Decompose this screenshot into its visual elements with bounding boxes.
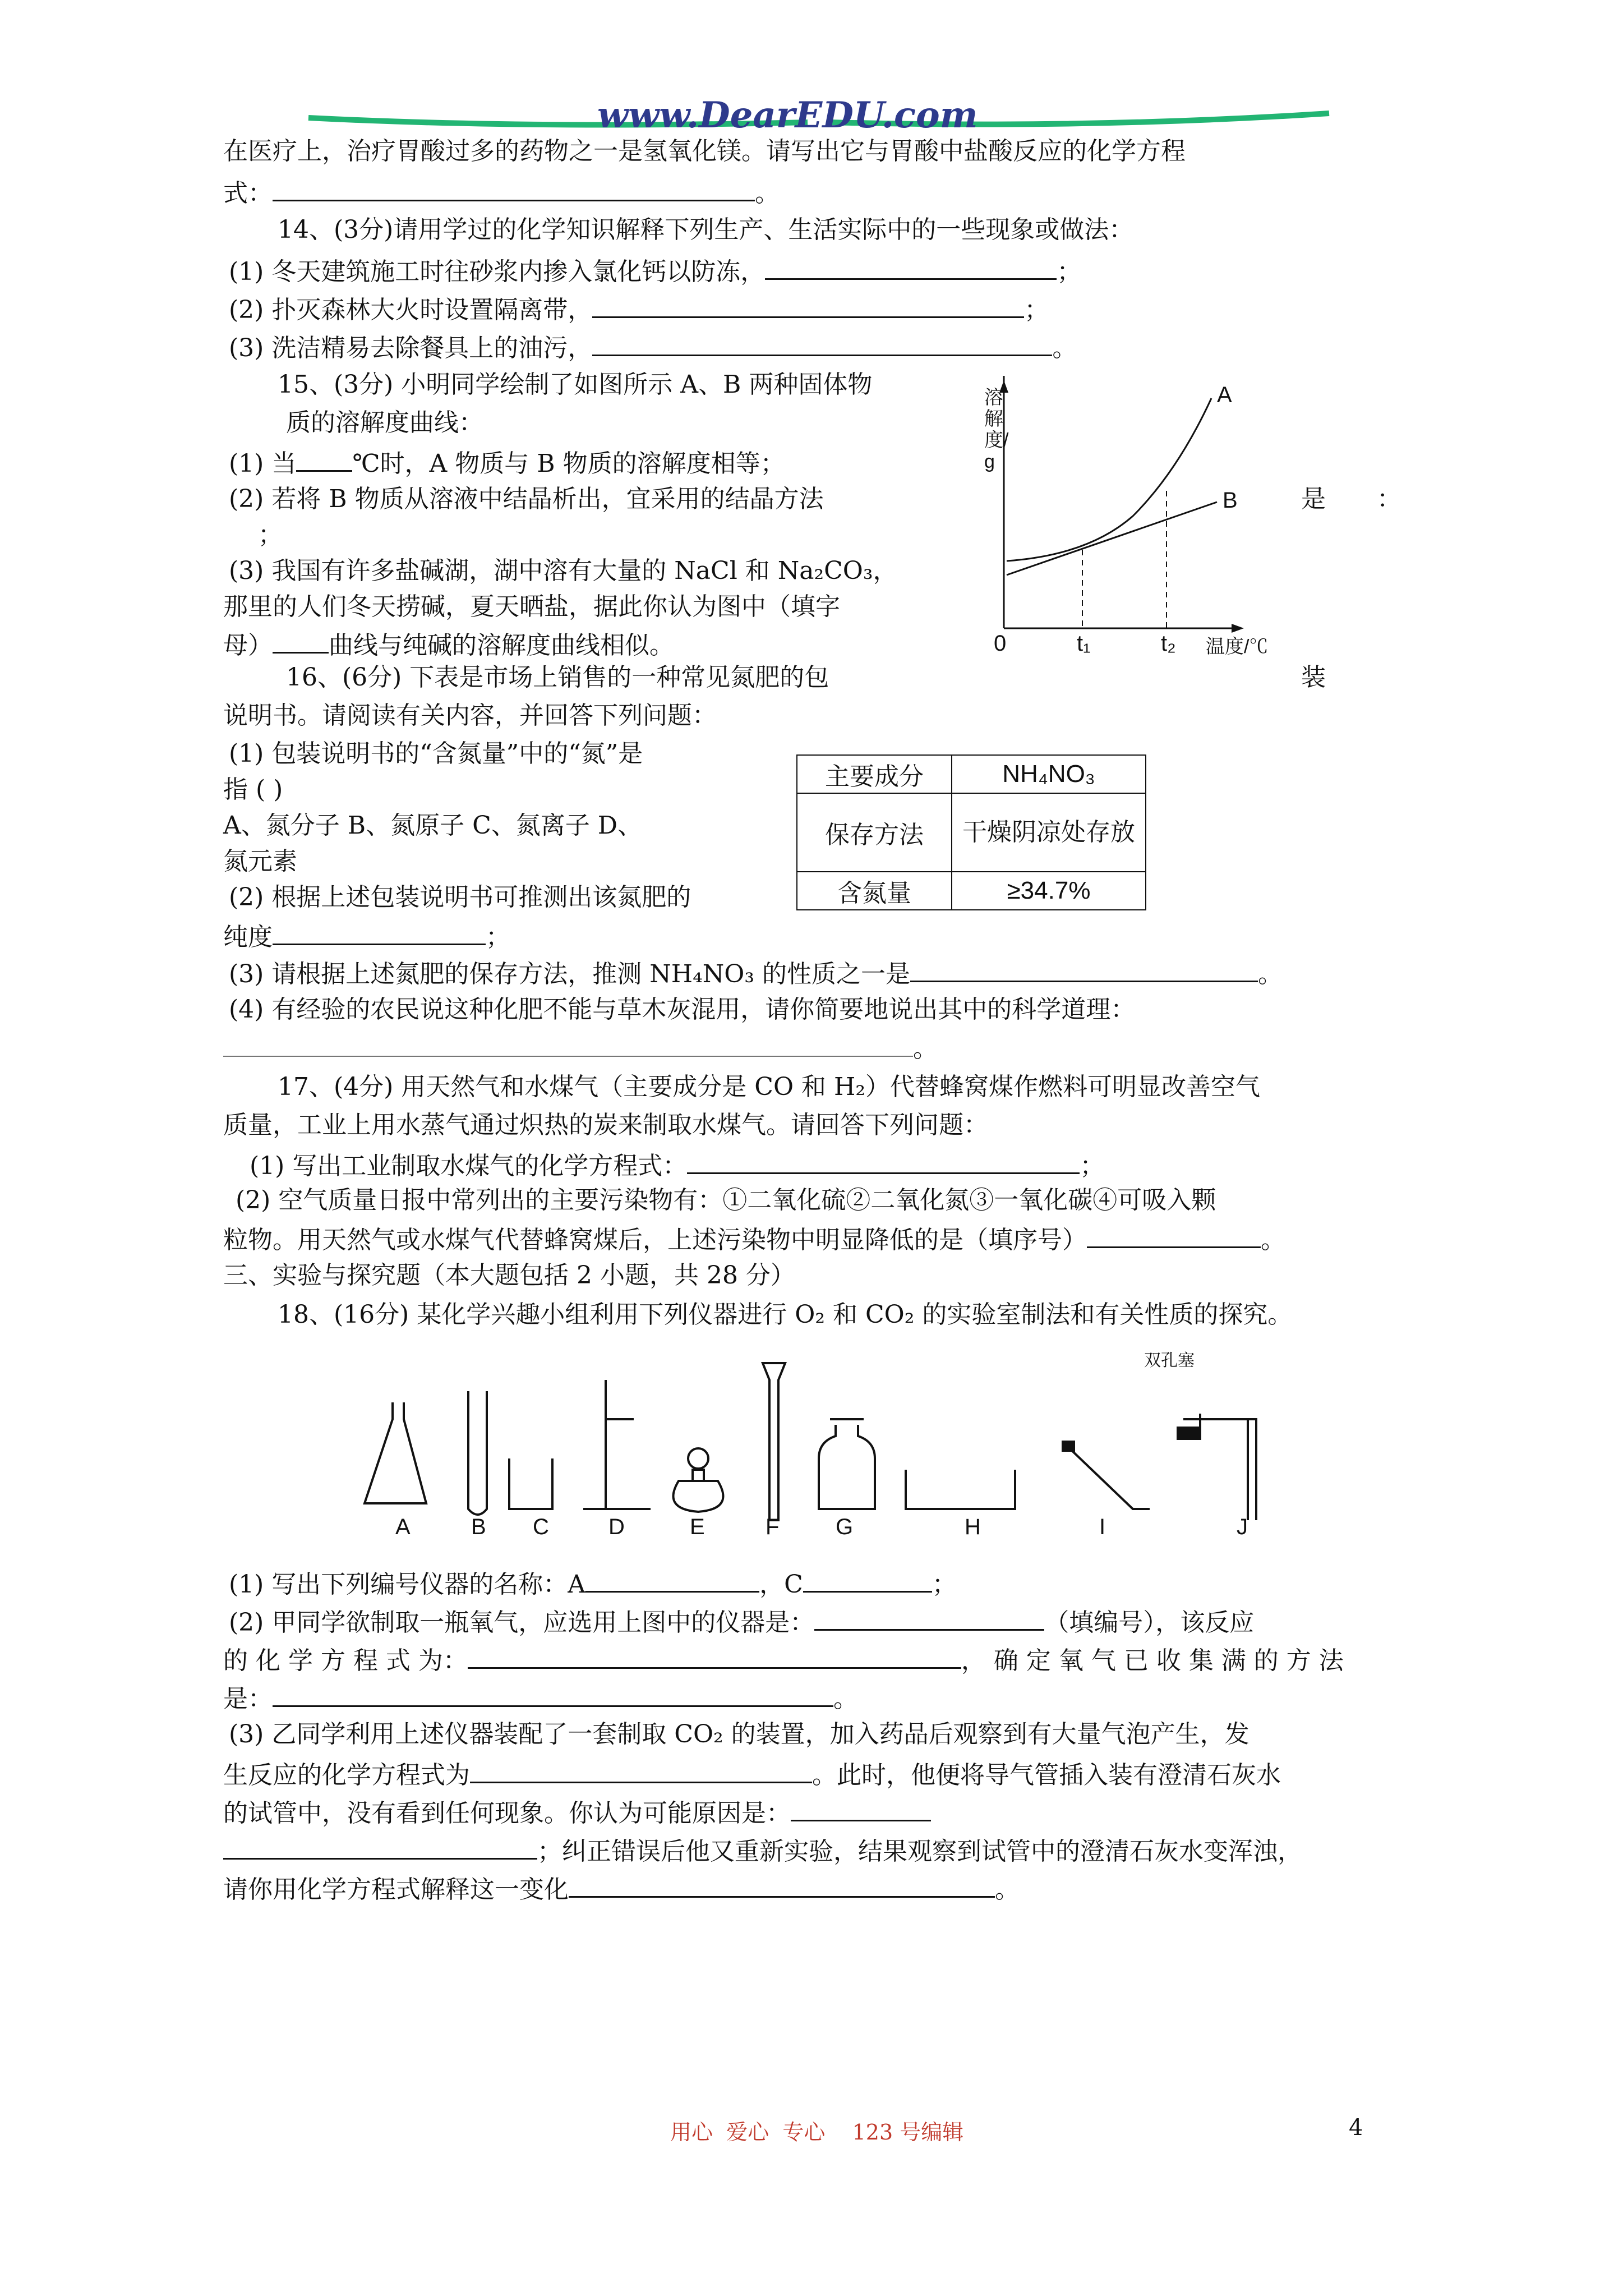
apparatus-label-i: I [1099,1515,1106,1539]
graph-t2-label: t₂ [1161,631,1176,656]
question-16: 16、(6分) 下表是市场上销售的一种常见氮肥的包 [286,663,829,692]
text-line: 粒物。用天然气或水煤气代替蜂窝煤后，上述污染物中明显降低的是（填序号） 。 [223,1221,1285,1257]
question-15: 15、(3分) 小明同学绘制了如图所示 A、B 两种固体物 [278,370,873,399]
answer-blank[interactable] [468,1641,961,1669]
question-14: 14、(3分)请用学过的化学知识解释下列生产、生活实际中的一些现象或做法： [278,215,1134,244]
text-line: 式： 。 [223,174,780,210]
answer-blank[interactable] [585,1565,759,1593]
text-line: (3) 洗洁精易去除餐具上的油污， 。 [229,329,1077,365]
text-line: (4) 有经验的农民说这种化肥不能与草木灰混用，请你简要地说出其中的科学道理： [229,995,1136,1024]
text-line: 的试管中，没有看到任何现象。你认为可能原因是： [223,1794,931,1830]
answer-blank[interactable] [687,1147,1080,1174]
text-line: 质量，工业上用水蒸气通过炽热的炭来制取水煤气。请回答下列问题： [223,1111,988,1139]
text-line: 请你用化学方程式解释这一变化 。 [223,1870,1020,1907]
text-line: 生反应的化学方程式为 。此时，他便将导气管插入装有澄清石灰水 [223,1756,1281,1792]
text-line: (2) 若将 B 物质从溶液中结晶析出，宜采用的结晶方法 [229,485,824,513]
text-line: (3) 乙同学利用上述仪器装配了一套制取 CO₂ 的装置，加入药品后观察到有大量气泡产生，发 [229,1720,1249,1749]
page-number: 4 [1349,2115,1363,2141]
text-line: 是 [1301,485,1326,513]
answer-blank[interactable] [1087,1221,1261,1248]
apparatus-label-c: C [533,1515,549,1539]
curve-B [1007,502,1217,575]
stopper-label: 双孔塞 [1144,1351,1195,1370]
text-line: 纯度 ； [223,918,510,954]
spec-label: 保存方法 [797,793,952,872]
gas-bottle-icon [819,1419,875,1509]
text-line: ；纠正错误后他又重新实验，结果观察到试管中的澄清石灰水变浑浊， [223,1832,1302,1869]
apparatus-label-e: E [690,1515,705,1539]
answer-blank[interactable] [273,1680,833,1707]
test-tube-icon [468,1391,487,1515]
text-line: (1) 包装说明书的“含氮量”中的“氮”是 [229,739,643,768]
apparatus-label-f: F [766,1515,780,1539]
answer-blank[interactable] [296,444,352,472]
question-17: 17、(4分) 用天然气和水煤气（主要成分是 CO 和 H₂）代替蜂窝煤作燃料可明显改善空气 [278,1073,1261,1101]
apparatus-label-h: H [965,1515,981,1539]
text-line: 母） 曲线与纯碱的溶解度曲线相似。 [223,626,674,662]
apparatus-label-a: A [395,1515,411,1539]
spec-value: 干燥阴凉处存放 [952,793,1146,872]
answer-blank[interactable] [791,1794,931,1821]
answer-blank[interactable] [910,955,1258,982]
section-3-heading: 三、实验与探究题（本大题包括 2 小题，共 28 分） [223,1261,795,1290]
text-line: 氮元素 [223,847,297,876]
text-line: (2) 空气质量日报中常列出的主要污染物有：①二氧化硫②二氧化氮③一氧化碳④可吸入颗 [236,1186,1216,1214]
spec-value: NH₄NO₃ [952,755,1146,793]
text-line: (3) 请根据上述氮肥的保存方法，推测 NH₄NO₃ 的性质之一是 。 [229,955,1283,991]
apparatus-label-g: G [836,1515,854,1539]
answer-blank[interactable] [223,1832,537,1860]
text-line: A、氮分子 B、氮原子 C、氮离子 D、 [223,811,643,840]
text-line: 指 ( ) [223,775,283,804]
graph-curve-a-label: A [1217,383,1232,407]
spec-label: 含氮量 [797,872,952,910]
question-18: 18、(16分) 某化学兴趣小组利用下列仪器进行 O₂ 和 CO₂ 的实验室制法和有关性质的探究。 [278,1300,1293,1329]
answer-blank[interactable] [273,918,486,945]
fertilizer-spec-table [796,754,1146,910]
answer-blank[interactable] [273,174,755,201]
footer-text: 用心 爱心 专心 123 号编辑 [670,2120,964,2145]
funnel-icon [763,1363,785,1520]
text-line: 。 [223,1030,938,1066]
apparatus-label-b: B [471,1515,486,1539]
graph-xlabel: 温度/℃ [1206,636,1269,657]
apparatus-label-d: D [608,1515,625,1539]
text-line: (1) 写出工业制取水煤气的化学方程式： ； [250,1147,1104,1183]
solubility-graph [976,376,1256,656]
text-line: 是： 。 [223,1680,858,1716]
curve-A [1007,398,1211,561]
apparatus-label-j: J [1237,1515,1248,1539]
answer-blank[interactable] [470,1756,812,1783]
text-line: 那里的人们冬天捞碱，夏天晒盐，据此你认为图中（填字 [223,592,840,621]
text-line: (1) 当 ℃时，A 物质与 B 物质的溶解度相等； [229,444,785,481]
delivery-tube-icon [1068,1447,1150,1509]
answer-blank[interactable] [765,252,1057,280]
answer-blank[interactable] [592,291,1024,318]
iron-stand-icon [583,1380,651,1509]
graph-ylabel: 溶解度/g [984,387,1009,472]
flask-icon [365,1402,426,1503]
graph-t1-label: t₁ [1077,631,1091,656]
spec-label: 主要成分 [797,755,952,793]
text-line: (1) 冬天建筑施工时往砂浆内掺入氯化钙以防冻， ； [229,252,1081,289]
graph-curve-b-label: B [1223,488,1238,513]
answer-blank[interactable] [569,1870,995,1898]
text-line: 质的溶解度曲线： [286,408,483,437]
answer-blank[interactable] [803,1565,932,1593]
text-line: (2) 根据上述包装说明书可推测出该氮肥的 [229,883,691,912]
text-line: 在医疗上，治疗胃酸过多的药物之一是氢氧化镁。请写出它与胃酸中盐酸反应的化学方程 [223,137,1186,165]
text-line: 装 [1301,663,1326,692]
answer-blank[interactable] [223,1030,913,1057]
text-line: (2) 甲同学欲制取一瓶氧气，应选用上图中的仪器是： （填编号），该反应 [229,1603,1254,1640]
text-line: 的 化 学 方 程 式 为： ， 确 定 氧 气 已 收 集 满 的 方 法 [223,1641,1344,1678]
beaker-icon [509,1458,552,1509]
text-line: (2) 扑灭森林大火时设置隔离带， ； [229,291,1049,327]
header-logo-text: www.DearEDU.com [597,94,978,136]
text-line: ： [1377,485,1401,513]
trough-icon [906,1470,1015,1509]
answer-blank[interactable] [814,1603,1044,1631]
text-line: 说明书。请阅读有关内容，并回答下列问题： [223,701,717,730]
text-line: (1) 写出下列编号仪器的名称：A ，C ； [229,1565,957,1602]
alcohol-lamp-icon [674,1470,723,1512]
graph-origin: 0 [994,631,1007,656]
answer-blank[interactable] [592,329,1052,356]
answer-blank[interactable] [273,626,329,654]
text-line: (3) 我国有许多盐碱湖，湖中溶有大量的 NaCl 和 Na₂CO₃， [229,556,898,585]
spec-value: ≥34.7% [952,872,1146,910]
text-line: ； [258,521,283,549]
